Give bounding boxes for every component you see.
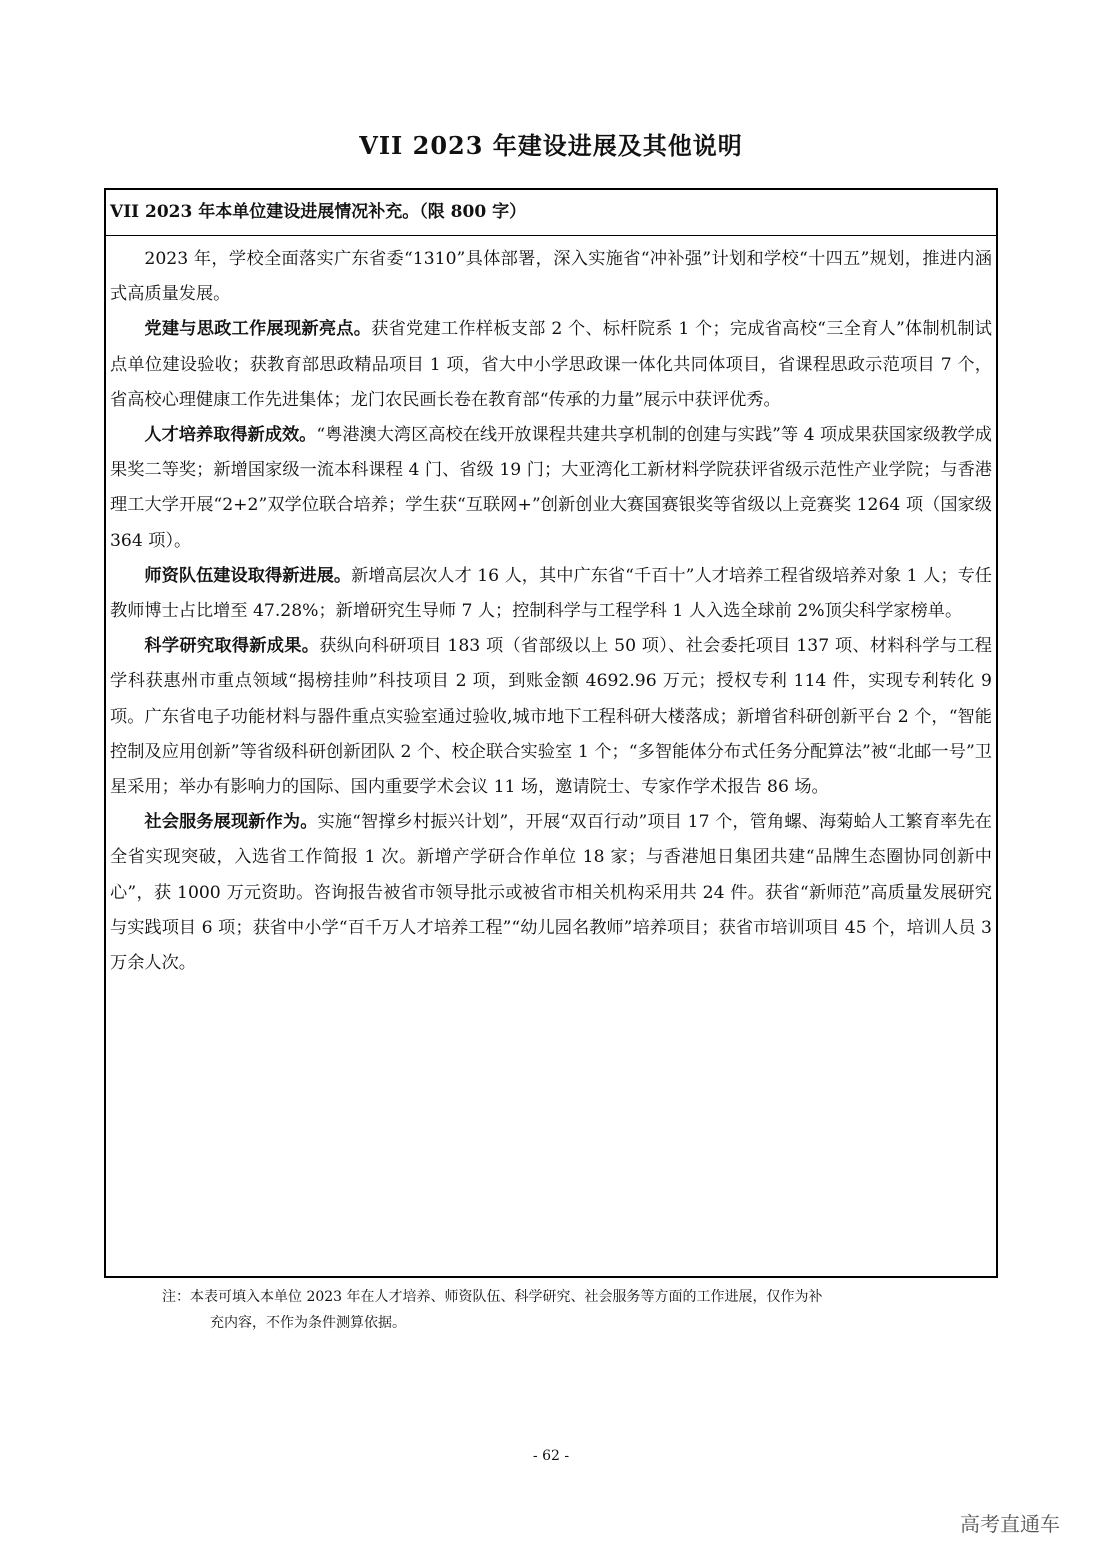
footnote-line-2: 充内容，不作为条件测算依据。	[210, 1315, 406, 1331]
section-text: 新增高层次人才 16 人，其中广东省“千百十”人才培养工程省级培养对象 1 人；专任教师博士占比增至 47.28%；新增研究生导师 7 人；控制科学与工程学科 1 人入选全球前 2%顶尖科学家榜单。	[110, 565, 992, 622]
section-lead: 社会服务展现新作为。	[144, 812, 318, 833]
table-body	[106, 236, 996, 981]
section-talent-training	[110, 418, 992, 559]
watermark-text: 高考直通车	[960, 1512, 1060, 1536]
section-text: 实施“智撑乡村振兴计划”，开展“双百行动”项目 17 个，管角螺、海菊蛤人工繁育率先在全省实现突破，入选省工作简报 1 次。新增产学研合作单位 18 家；与香港旭日集团共建“品牌生态圈协同创新中心”，获 1000 万元资助。咨询报告被省市领导批示或被省市相关机构采用共 24 件。获省“新师范”高质量发展研究与实践项目 6 项；获省中小学“百千万人才培养工程”“幼儿园名教师”培养项目；获省市培训项目 45 个，培训人员 3 万余人次。	[110, 812, 992, 974]
section-faculty	[110, 559, 992, 629]
section-lead: 党建与思政工作展现新亮点。	[144, 319, 372, 340]
section-research	[110, 629, 992, 805]
intro-paragraph: 2023 年，学校全面落实广东省委“1310”具体部署，深入实施省“冲补强”计划和学校“十四五”规划，推进内涵式高质量发展。	[110, 249, 992, 305]
section-social-service	[110, 805, 992, 981]
footnote	[162, 1284, 952, 1336]
table-header: VII 2023 年本单位建设进展情况补充。（限 800 字）	[106, 190, 996, 236]
section-lead: 科学研究取得新成果。	[144, 636, 320, 657]
section-text: 获省党建工作样板支部 2 个、标杆院系 1 个；完成省高校“三全育人”体制机制试点单位建设验收；获教育部思政精品项目 1 项，省大中小学思政课一体化共同体项目，省课程思政示范项目 7 个，省高校心理健康工作先进集体；龙门农民画长卷在教育部“传承的力量”展示中获评优秀。	[110, 319, 992, 410]
section-party-building	[110, 312, 992, 418]
section-lead: 人才培养取得新成效。	[144, 425, 317, 446]
footnote-line-1: 注：本表可填入本单位 2023 年在人才培养、师资队伍、科学研究、社会服务等方面的工作进展，仅作为补	[162, 1289, 823, 1305]
section-text: “粤港澳大湾区高校在线开放课程共建共享机制的创建与实践”等 4 项成果获国家级教学成果奖二等奖；新增国家级一流本科课程 4 门、省级 19 门；大亚湾化工新材料学院获评省级示范性产业学院；与香港理工大学开展“2+2”双学位联合培养；学生获“互联网+”创新创业大赛国赛银奖等省级以上竞赛奖 1264 项（国家级 364 项）。	[110, 425, 992, 551]
section-text: 获纵向科研项目 183 项（省部级以上 50 项）、社会委托项目 137 项、材料科学与工程学科获惠州市重点领域“揭榜挂帅”科技项目 2 项，到账金额 4692.96 万元；授权专利 114 件，实现专利转化 9 项。广东省电子功能材料与器件重点实验室通过验收,城市地下工程科研大楼落成；新增省科研创新平台 2 个，“智能控制及应用创新”等省级科研创新团队 2 个、校企联合实验室 1 个；“多智能体分布式任务分配算法”被“北邮一号”卫星采用；举办有影响力的国际、国内重要学术会议 11 场，邀请院士、专家作学术报告 86 场。	[110, 636, 992, 798]
progress-report-table	[104, 188, 998, 1278]
page-title: VII 2023 年建设进展及其他说明	[359, 131, 743, 160]
page-number: - 62 -	[532, 1448, 570, 1464]
section-lead: 师资队伍建设取得新进展。	[144, 565, 352, 586]
